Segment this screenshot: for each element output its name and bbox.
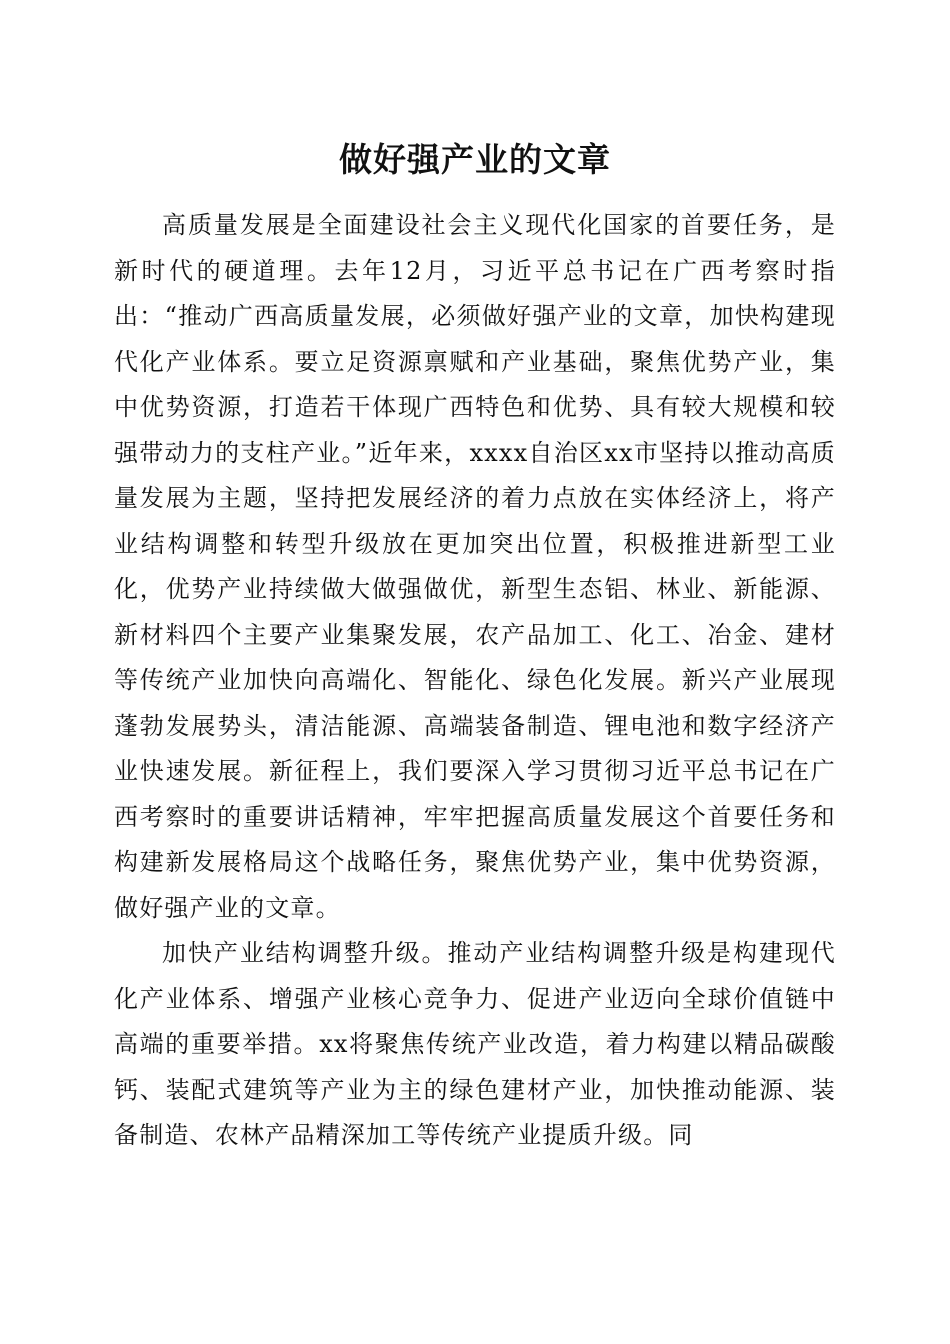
paragraph-industrial-upgrade: 加快产业结构调整升级。推动产业结构调整升级是构建现代化产业体系、增强产业核心竞争力、促进产业迈向全球价值链中高端的重要举措。xx将聚焦传统产业改造，着力构建以精品碳酸钙、装配式建筑等产业为主的绿色建材产业，加快推动能源、装备制造、农林产品精深加工等传统产业提质升级。同	[114, 939, 836, 1149]
document-title: 做好强产业的文章	[339, 140, 611, 179]
paragraph-intro: 高质量发展是全面建设社会主义现代化国家的首要任务，是新时代的硬道理。去年12月，习近平总书记在广西考察时指出：“推动广西高质量发展，必须做好强产业的文章，加快构建现代化产业体系。要立足资源禀赋和产业基础，聚焦优势产业，集中优势资源，打造若干体现广西特色和优势、具有较大规模和较强带动力的支柱产业。”近年来，xxxx自治区xx市坚持以推动高质量发展为主题，坚持把发展经济的着力点放在实体经济上，将产业结构调整和转型升级放在更加突出位置，积极推进新型工业化，优势产业持续做大做强做优，新型生态铝、林业、新能源、新材料四个主要产业集聚发展，农产品加工、化工、冶金、建材等传统产业加快向高端化、智能化、绿色化发展。新兴产业展现蓬勃发展势头，清洁能源、高端装备制造、锂电池和数字经济产业快速发展。新征程上，我们要深入学习贯彻习近平总书记在广西考察时的重要讲话精神，牢牢把握高质量发展这个首要任务和构建新发展格局这个战略任务，聚焦优势产业，集中优势资源，做好强产业的文章。	[114, 211, 836, 922]
document-body	[114, 203, 836, 1159]
